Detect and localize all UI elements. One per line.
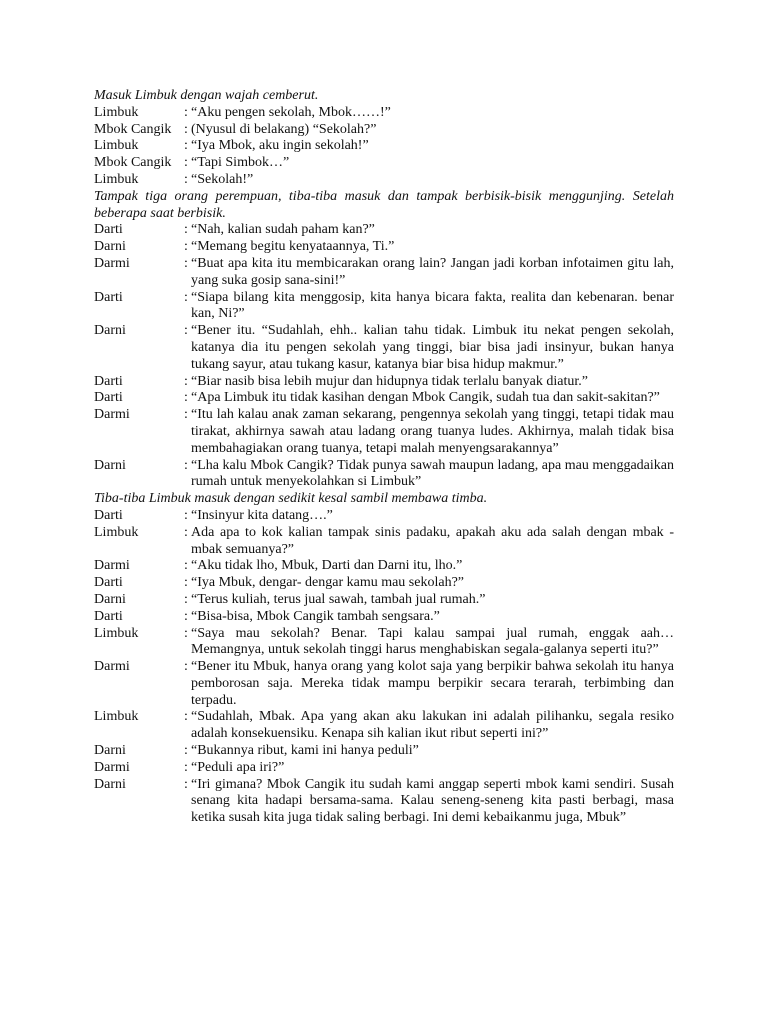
dialogue-text: “Saya mau sekolah? Benar. Tapi kalau sampai jual rumah, enggak aah… Memangnya, untuk sekolah tinggi harus menghabiskan segala-galanya seperti itu?” — [191, 625, 674, 658]
dialogue-line — [94, 592, 674, 609]
colon-separator: : — [184, 373, 188, 389]
dialogue-text: “Buat apa kita itu membicarakan orang lain? Jangan jadi korban infotaimen gitu lah, yang suka gosip sana-sini!” — [191, 255, 674, 288]
colon-separator: : — [184, 289, 188, 305]
colon-separator: : — [184, 591, 188, 607]
dialogue-line — [94, 575, 674, 592]
dialogue-text: “Peduli apa iri?” — [191, 759, 285, 775]
colon-separator: : — [184, 709, 188, 725]
dialogue-line — [94, 155, 674, 172]
speaker-name: Darni — [94, 591, 126, 607]
speaker-name: Darmi — [94, 659, 130, 675]
speaker-name: Mbok Cangik — [94, 121, 172, 137]
dialogue-line — [94, 709, 674, 743]
dialogue-text: “Terus kuliah, terus jual sawah, tambah jual rumah.” — [191, 591, 486, 607]
speaker-name: Darti — [94, 507, 123, 523]
colon-separator: : — [184, 575, 188, 591]
colon-separator: : — [184, 121, 188, 137]
dialogue-text: “Bener itu. “Sudahlah, ehh.. kalian tahu tidak. Limbuk itu nekat pengen sekolah, katanya dia itu pengen sekolah yang tinggi, biar bisa jadi insinyur, bukan hanya tukang sayur, atau tukang kasur, katanya biar bisa hidup makmur.” — [191, 323, 674, 372]
dialogue-line — [94, 390, 674, 407]
dialogue-text: “Bisa-bisa, Mbok Cangik tambah sengsara.” — [191, 608, 440, 624]
dialogue-line — [94, 374, 674, 391]
dialogue-line — [94, 626, 674, 660]
stage-direction: Tiba-tiba Limbuk masuk dengan sedikit kesal sambil membawa timba. — [94, 491, 488, 507]
colon-separator: : — [184, 138, 188, 154]
speaker-name: Darni — [94, 457, 126, 473]
dialogue-line — [94, 407, 674, 457]
dialogue-text: “Iya Mbok, aku ingin sekolah!” — [191, 138, 369, 154]
dialogue-text: “Insinyur kita datang….” — [191, 507, 333, 523]
stage-direction: Masuk Limbuk dengan wajah cemberut. — [94, 88, 319, 103]
dialogue-text: “Aku pengen sekolah, Mbok……!” — [191, 104, 391, 120]
dialogue-text: “Iya Mbuk, dengar- dengar kamu mau sekolah?” — [191, 575, 464, 591]
speaker-name: Limbuk — [94, 171, 139, 187]
colon-separator: : — [184, 457, 188, 473]
speaker-name: Limbuk — [94, 709, 139, 725]
dialogue-line — [94, 256, 674, 290]
colon-separator: : — [184, 625, 188, 641]
speaker-name: Darni — [94, 743, 126, 759]
dialogue-line — [94, 290, 674, 324]
speaker-name: Mbok Cangik — [94, 155, 172, 171]
colon-separator: : — [184, 558, 188, 574]
dialogue-line — [94, 777, 674, 827]
colon-separator: : — [184, 507, 188, 523]
dialogue-text: (Nyusul di belakang) “Sekolah?” — [191, 121, 377, 137]
speaker-name: Darmi — [94, 558, 130, 574]
dialogue-text: “Siapa bilang kita menggosip, kita hanya bicara fakta, realita dan kebenaran. benar kan, Ni?” — [191, 289, 674, 322]
speaker-name: Limbuk — [94, 138, 139, 154]
dialogue-line — [94, 458, 674, 492]
dialogue-line — [94, 558, 674, 575]
speaker-name: Darti — [94, 289, 123, 305]
dialogue-line — [94, 172, 674, 189]
colon-separator: : — [184, 255, 188, 271]
dialogue-text: “Sudahlah, Mbak. Apa yang akan aku lakukan ini adalah pilihanku, segala resiko adalah konsekuensiku. Kenapa sih kalian ikut ribut seperti ini?” — [191, 709, 674, 742]
speaker-name: Darti — [94, 608, 123, 624]
speaker-name: Darmi — [94, 407, 130, 423]
dialogue-line — [94, 508, 674, 525]
colon-separator: : — [184, 171, 188, 187]
colon-separator: : — [184, 222, 188, 238]
speaker-name: Darni — [94, 776, 126, 792]
dialogue-text: “Nah, kalian sudah paham kan?” — [191, 222, 375, 238]
speaker-name: Darti — [94, 373, 123, 389]
speaker-name: Limbuk — [94, 104, 139, 120]
dialogue-text: “Bukannya ribut, kami ini hanya peduli” — [191, 743, 419, 759]
dialogue-text: “Iri gimana? Mbok Cangik itu sudah kami anggap seperti mbok kami sendiri. Susah senang kita hadapi bersama-sama. Kalau seneng-seneng kita pasti berbagi, masa ketika susah kita juga tidak saling berbagi. Ini demi kebaikanmu juga, Mbuk” — [191, 776, 674, 826]
dialogue-text: “Bener itu Mbuk, hanya orang yang kolot saja yang berpikir bahwa sekolah itu hanya pemborosan saja. Mereka tidak mampu berpikir secara terarah, terbimbing dan terpadu. — [191, 659, 674, 708]
colon-separator: : — [184, 524, 188, 540]
dialogue-text: “Tapi Simbok…” — [191, 155, 290, 171]
dialogue-line — [94, 659, 674, 709]
dialogue-line — [94, 138, 674, 155]
colon-separator: : — [184, 239, 188, 255]
colon-separator: : — [184, 776, 188, 792]
dialogue-line — [94, 222, 674, 239]
speaker-name: Darni — [94, 239, 126, 255]
colon-separator: : — [184, 407, 188, 423]
dialogue-line — [94, 609, 674, 626]
dialogue-line — [94, 760, 674, 777]
colon-separator: : — [184, 608, 188, 624]
stage-direction: Tampak tiga orang perempuan, tiba-tiba masuk dan tampak berbisik-bisik menggunjing. Setelah beberapa saat berbisik. — [94, 188, 674, 221]
speaker-name: Limbuk — [94, 524, 139, 540]
dialogue-line — [94, 239, 674, 256]
dialogue-line — [94, 122, 674, 139]
speaker-name: Darmi — [94, 759, 130, 775]
dialogue-text: Ada apa to kok kalian tampak sinis padaku, apakah aku ada salah dengan mbak - mbak semuanya?” — [191, 524, 674, 557]
dialogue-text: “Apa Limbuk itu tidak kasihan dengan Mbok Cangik, sudah tua dan sakit-sakitan?” — [191, 390, 660, 406]
dialogue-line — [94, 743, 674, 760]
speaker-name: Limbuk — [94, 625, 139, 641]
speaker-name: Darni — [94, 323, 126, 339]
dialogue-text: “Aku tidak lho, Mbuk, Darti dan Darni itu, lho.” — [191, 558, 463, 574]
speaker-name: Darmi — [94, 255, 130, 271]
script-page — [94, 88, 674, 827]
colon-separator: : — [184, 323, 188, 339]
dialogue-text: “Lha kalu Mbok Cangik? Tidak punya sawah maupun ladang, apa mau menggadaikan rumah untuk menyekolahkan si Limbuk” — [191, 457, 674, 490]
colon-separator: : — [184, 104, 188, 120]
colon-separator: : — [184, 759, 188, 775]
dialogue-text: “Memang begitu kenyataannya, Ti.” — [191, 239, 395, 255]
colon-separator: : — [184, 390, 188, 406]
speaker-name: Darti — [94, 390, 123, 406]
dialogue-text: “Sekolah!” — [191, 171, 254, 187]
dialogue-line — [94, 323, 674, 373]
dialogue-line — [94, 105, 674, 122]
colon-separator: : — [184, 659, 188, 675]
dialogue-text: “Biar nasib bisa lebih mujur dan hidupnya tidak terlalu banyak diatur.” — [191, 373, 588, 389]
speaker-name: Darti — [94, 222, 123, 238]
dialogue-line — [94, 525, 674, 559]
colon-separator: : — [184, 155, 188, 171]
colon-separator: : — [184, 743, 188, 759]
speaker-name: Darti — [94, 575, 123, 591]
dialogue-text: “Itu lah kalau anak zaman sekarang, pengennya sekolah yang tinggi, tetapi tidak mau tirakat, akhirnya sawah atau ladang orang tuanya ludes. Akhirnya, malah tidak bisa membahagiakan orang tuanya, tetapi malah menyengsarakannya” — [191, 407, 674, 456]
